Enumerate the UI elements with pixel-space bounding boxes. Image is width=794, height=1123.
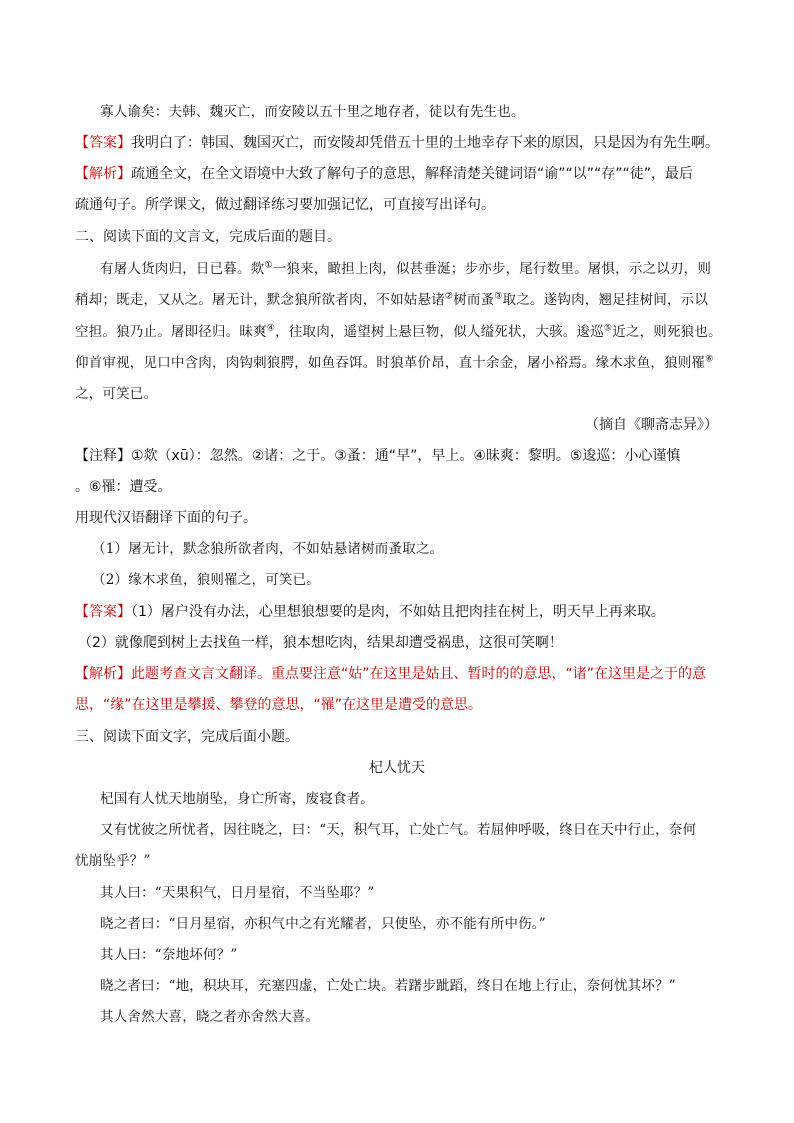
passage-line-5: 晓之者曰：“日月星宿，亦积气中之有光耀者，只使坠，亦不能有所中伤。”: [100, 916, 546, 932]
source-citation: （摘自《聊斋志异》）: [585, 417, 718, 433]
notes-line-1: [75, 446, 755, 466]
analysis-2-label: 【解析】: [75, 666, 131, 682]
classical-text-line-3: [75, 322, 755, 342]
notes-label: 【注释】: [75, 448, 131, 464]
section-2-heading: 二、阅读下面的文言文，完成后面的题目。: [75, 229, 341, 245]
passage-line-4: 其人曰：“天果积气，日月星宿，不当坠耶？”: [100, 885, 375, 901]
note-mark-4: ④: [266, 323, 276, 334]
analysis-2-line-2: 思，“缘”在这里是攀援、攀登的意思，“罹”在这里是遭受的意思。: [75, 697, 483, 713]
answer-2-line-1: [75, 602, 755, 622]
analysis-2-text-1: 此题考查文言文翻译。重点要注意“姑”在这里是姑且、暂时的的意思，“诸”在这里是之于的意: [131, 666, 707, 682]
classical-text-line-2: [75, 290, 755, 310]
note-mark-5: ⑤: [603, 323, 613, 334]
passage-line-2: 又有忧彼之所忧者，因往晓之，曰：“天，积气耳，亡处亡气。若屈伸呼吸，终日在天中行止，奈何: [100, 822, 697, 838]
analysis-text-1: 疏通全文，在全文语境中大致了解句子的意思，解释清楚关键词语“谕”“以”“存”“徒”，最后: [131, 166, 694, 182]
text-seg: 仰首审视，见口中含肉，肉钩刺狼腭，如鱼吞饵。时狼革价昂，直十余金，屠小裕焉。缘木求鱼，狼则罹: [75, 355, 706, 371]
notes-line-2: 。⑥罹：遭受。: [75, 479, 172, 495]
passage-line-6: 其人曰：“奈地坏何？”: [100, 947, 238, 963]
classical-text-line-1: [100, 259, 750, 279]
text-seg: 近之，则死狼也。: [612, 324, 722, 340]
text-seg: 稍却；既走，又从之。屠无计，默念狼所欲者肉，不如姑悬诸: [75, 292, 445, 308]
text-seg: 树而蚤: [453, 292, 495, 308]
answer-2-label: 【答案】: [75, 604, 131, 620]
section-3-heading: 三、阅读下面文字，完成后面小题。: [75, 729, 299, 745]
passage-line-7: 晓之者曰：“地，积块耳，充塞四虚，亡处亡块。若躇步跐蹈，终日在地上行止，奈何忧其坏？”: [100, 978, 676, 994]
text-seg: 有屠人货肉归，日已暮。欻: [100, 261, 265, 277]
passage-line-3: 忧崩坠乎？”: [75, 853, 151, 869]
classical-text-line-5: 之，可笑已。: [75, 386, 158, 402]
classical-text-line-4: [75, 353, 755, 373]
question-2: （2）缘木求鱼，狼则罹之，可笑已。: [92, 572, 320, 588]
note-mark-6: ⑥: [705, 354, 714, 365]
passage-line-1: 杞国有人忧天地崩坠，身亡所寄，废寝食者。: [100, 791, 374, 807]
text-seg: 取之。遂钩肉，翘足挂树间，示以: [502, 292, 709, 308]
passage-title: 杞人忧天: [369, 760, 425, 776]
note-mark-2: ②: [444, 291, 454, 302]
question-1: （1）屠无计，默念狼所欲者肉，不如姑悬诸树而蚤取之。: [92, 541, 444, 557]
text-seg: ，往取肉，遥望树上悬巨物，似人缢死状，大骇。逡巡: [275, 324, 604, 340]
analysis-line-1: [75, 164, 755, 184]
answer-2-line-2: （2）就像爬到树上去找鱼一样，狼本想吃肉，结果却遭受祸患，这很可笑啊！: [78, 635, 563, 651]
answer-text: 我明白了：韩国、魏国灭亡，而安陵却凭借五十里的土地幸存下来的原因，只是因为有先生啊。: [131, 135, 719, 151]
answer-label: 【答案】: [75, 135, 131, 151]
answer-line: [75, 133, 755, 153]
text-seg: 空担。狼乃止。屠即径归。昧爽: [75, 324, 267, 340]
analysis-2-line-1: [75, 664, 755, 684]
text-seg: 一狼来，瞰担上肉，似甚垂涎；步亦步，尾行数里。屠惧，示之以刃，则: [272, 261, 712, 277]
analysis-label: 【解析】: [75, 166, 131, 182]
passage-line-8: 其人舍然大喜，晓之者亦舍然大喜。: [100, 1009, 320, 1025]
quote-line: 寡人谕矣：夫韩、魏灭亡，而安陵以五十里之地存者，徒以有先生也。: [100, 104, 525, 120]
note-mark-1: ①: [264, 260, 273, 271]
answer-2-text-1: （1）屠户没有办法，心里想狼想要的是肉，不如姑且把肉挂在树上，明天早上再来取。: [131, 604, 665, 620]
note-mark-3: ③: [494, 291, 503, 302]
notes-text-1: ①欻（xū）：忽然。②诸：之于。③蚤：通“早”，早上。④昧爽：黎明。⑤逡巡：小心谨慎: [131, 448, 681, 464]
question-prompt: 用现代汉语翻译下面的句子。: [75, 510, 257, 526]
analysis-line-2: 疏通句子。所学课文，做过翻译练习要加强记忆，可直接写出译句。: [75, 197, 495, 213]
